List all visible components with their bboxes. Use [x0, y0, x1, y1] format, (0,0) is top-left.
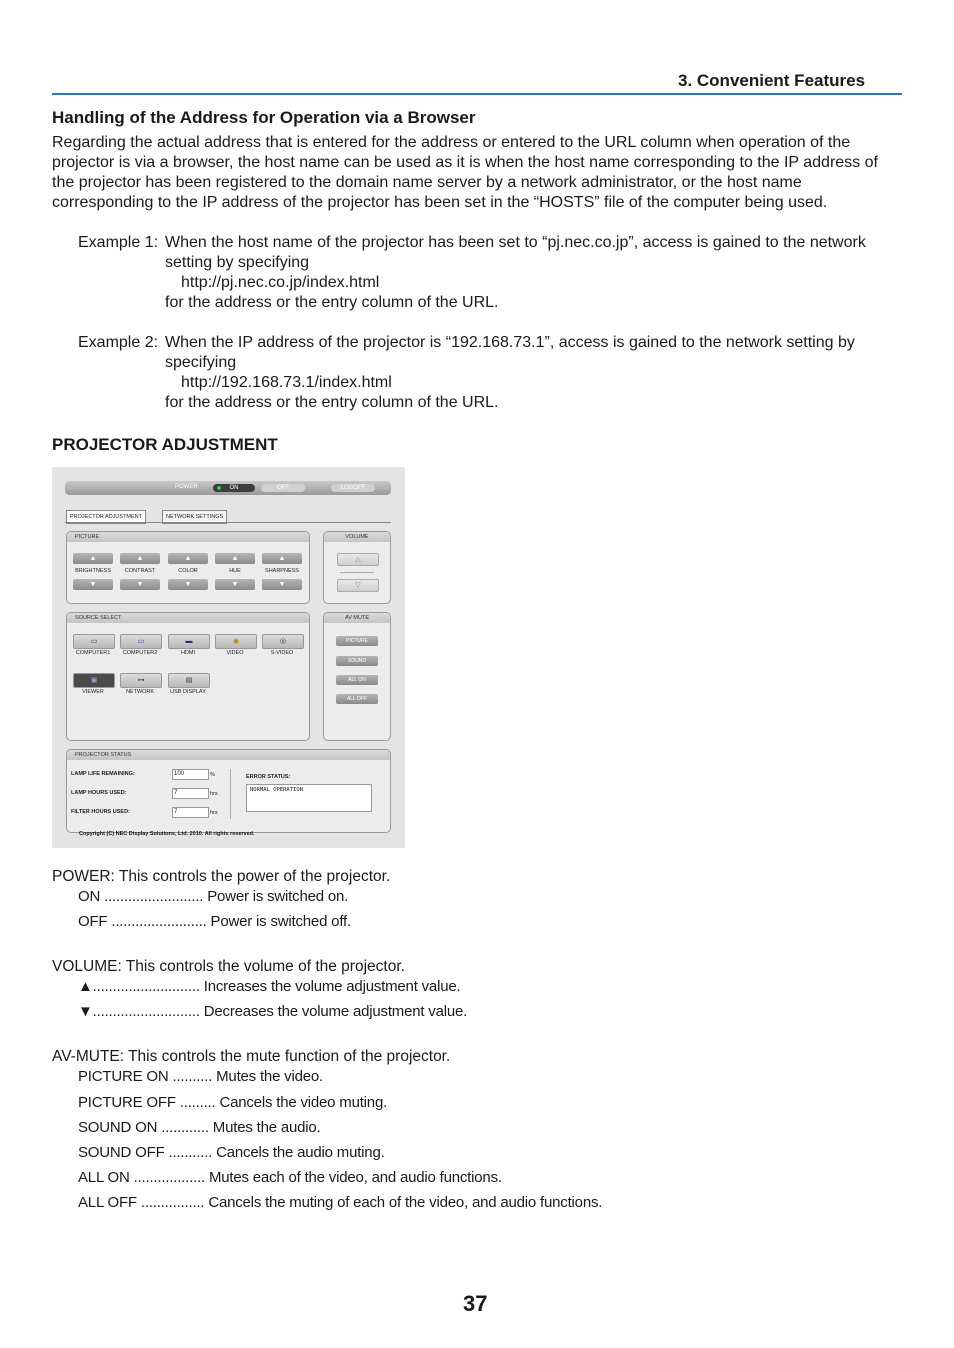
- sharpness-down-button[interactable]: ▼: [262, 579, 302, 590]
- volume-down-row: ▼........................... Decreases the volume adjustment value.: [78, 1003, 468, 1020]
- source-select-group: [66, 612, 310, 741]
- av-mute-picture-button[interactable]: PICTURE: [336, 636, 378, 646]
- contrast-down-button[interactable]: ▼: [120, 579, 160, 590]
- avmute-row: ALL OFF ................ Cancels the muting of each of the video, and audio functions.: [78, 1194, 603, 1211]
- av-mute-group: [323, 612, 391, 741]
- power-label: POWER: [175, 484, 198, 490]
- usb-display-label: USB DISPLAY: [170, 689, 206, 695]
- avmute-row: SOUND ON ............ Mutes the audio.: [78, 1119, 321, 1136]
- example1-url: http://pj.nec.co.jp/index.html: [181, 274, 380, 291]
- filter-hours-field: 7: [172, 807, 209, 818]
- browser-screenshot: [52, 467, 405, 848]
- header-rule: [52, 93, 902, 95]
- video-label: VIDEO: [226, 650, 244, 656]
- video-icon[interactable]: ◉: [215, 634, 257, 649]
- avmute-row: ALL ON .................. Mutes each of the video, and audio functions.: [78, 1169, 502, 1186]
- logoff-button[interactable]: LOGOFF: [331, 484, 375, 492]
- intro-paragraph: Regarding the actual address that is entered for the address or entered to the URL column when operation of the projector is via a browser, the host name can be used as it is when the host name corresponding to the IP address of the projector has been registered to the domain name server by a network administrator, or the host name corresponding to the IP address of the projector has been set in the “HOSTS” file of the computer being used.: [52, 134, 878, 211]
- power-on-row: ON ......................... Power is switched on.: [78, 888, 349, 905]
- error-status-label: ERROR STATUS:: [246, 774, 291, 780]
- volume-group-title: VOLUME: [324, 532, 390, 542]
- picture-group-title: PICTURE: [67, 532, 309, 542]
- example2-line1: When the IP address of the projector is “192.168.73.1”, access is gained to the network setting by: [165, 334, 855, 351]
- tabs-rule: [65, 522, 391, 523]
- power-on-button[interactable]: ON: [213, 484, 255, 492]
- lamp-hours-label: LAMP HOURS USED:: [71, 790, 127, 796]
- volume-heading: VOLUME: This controls the volume of the projector.: [52, 958, 405, 975]
- sharpness-up-button[interactable]: ▲: [262, 553, 302, 564]
- color-up-button[interactable]: ▲: [168, 553, 208, 564]
- sharpness-label: SHARPNESS: [265, 568, 299, 574]
- tab-network-settings[interactable]: NETWORK SETTINGS: [162, 510, 227, 524]
- viewer-icon[interactable]: ▣: [73, 673, 115, 688]
- volume-up-button[interactable]: △: [337, 553, 379, 566]
- color-down-button[interactable]: ▼: [168, 579, 208, 590]
- volume-down-button[interactable]: ▽: [337, 579, 379, 592]
- hue-up-button[interactable]: ▲: [215, 553, 255, 564]
- picture-group: [66, 531, 310, 604]
- computer2-label: COMPUTER2: [122, 650, 158, 656]
- av-mute-title: AV MUTE: [324, 613, 390, 623]
- contrast-up-button[interactable]: ▲: [120, 553, 160, 564]
- brightness-down-button[interactable]: ▼: [73, 579, 113, 590]
- example2-line2: specifying: [165, 354, 237, 371]
- error-status-box: NORMAL OPERATION: [246, 784, 372, 812]
- hdmi-icon[interactable]: ▬: [168, 634, 210, 649]
- example1-line3: for the address or the entry column of the URL.: [165, 294, 499, 311]
- lamp-life-field: 100: [172, 769, 209, 780]
- viewer-label: VIEWER: [82, 689, 104, 695]
- example1-line2: setting by specifying: [165, 254, 310, 271]
- example2-line3: for the address or the entry column of the URL.: [165, 394, 499, 411]
- power-off-button[interactable]: OFF: [261, 484, 305, 492]
- avmute-row: PICTURE OFF ......... Cancels the video muting.: [78, 1094, 388, 1111]
- avmute-row: SOUND OFF ........... Cancels the audio muting.: [78, 1144, 385, 1161]
- computer1-label: COMPUTER1: [75, 650, 111, 656]
- power-indicator-icon: [217, 486, 221, 490]
- volume-group: [323, 531, 391, 604]
- section-title-projector-adjustment: PROJECTOR ADJUSTMENT: [52, 435, 278, 454]
- tab-projector-adjustment[interactable]: PROJECTOR ADJUSTMENT: [66, 510, 146, 524]
- color-label: COLOR: [178, 568, 198, 574]
- power-bar: [65, 481, 391, 495]
- avmute-heading: AV-MUTE: This controls the mute function of the projector.: [52, 1048, 451, 1065]
- av-mute-all-off-button[interactable]: ALL OFF: [336, 694, 378, 704]
- lamp-life-label: LAMP LIFE REMAINING:: [71, 771, 135, 777]
- power-heading: POWER: This controls the power of the projector.: [52, 868, 391, 885]
- lamp-life-unit: %: [210, 772, 215, 778]
- s-video-icon[interactable]: ◎: [262, 634, 304, 649]
- filter-hours-unit: hrs: [210, 810, 218, 816]
- example1-label: Example 1:: [78, 234, 159, 251]
- av-mute-all-on-button[interactable]: ALL ON: [336, 675, 378, 685]
- example2-url: http://192.168.73.1/index.html: [181, 374, 392, 391]
- s-video-label: S-VIDEO: [270, 650, 294, 656]
- avmute-row: PICTURE ON .......... Mutes the video.: [78, 1068, 324, 1085]
- example1-line1: When the host name of the projector has been set to “pj.nec.co.jp”, access is gained to the network: [165, 234, 866, 251]
- computer2-icon[interactable]: ▭: [120, 634, 162, 649]
- network-icon[interactable]: ⊶: [120, 673, 162, 688]
- volume-level-line: [340, 572, 374, 573]
- hdmi-label: HDMI: [180, 650, 196, 656]
- brightness-label: BRIGHTNESS: [75, 568, 111, 574]
- power-off-row: OFF ........................ Power is switched off.: [78, 913, 351, 930]
- contrast-label: CONTRAST: [124, 568, 156, 574]
- copyright: Copyright (C) NEC Display Solutions, Ltd. 2010. All rights reserved.: [79, 831, 255, 837]
- network-label: NETWORK: [125, 689, 155, 695]
- lamp-hours-unit: hrs: [210, 791, 218, 797]
- hue-label: HUE: [229, 568, 241, 574]
- filter-hours-label: FILTER HOURS USED:: [71, 809, 130, 815]
- lamp-hours-field: 7: [172, 788, 209, 799]
- projector-status-title: PROJECTOR STATUS: [67, 750, 390, 760]
- page-number: 37: [463, 1291, 488, 1316]
- volume-up-row: ▲........................... Increases the volume adjustment value.: [78, 978, 461, 995]
- status-divider: [230, 769, 231, 819]
- hue-down-button[interactable]: ▼: [215, 579, 255, 590]
- brightness-up-button[interactable]: ▲: [73, 553, 113, 564]
- section-title-address: Handling of the Address for Operation via a Browser: [52, 108, 476, 127]
- source-select-title: SOURCE SELECT: [67, 613, 309, 623]
- example2-label: Example 2:: [78, 334, 159, 351]
- usb-display-icon[interactable]: ▤: [168, 673, 210, 688]
- chapter-header: 3. Convenient Features: [678, 71, 866, 90]
- computer1-icon[interactable]: ▭: [73, 634, 115, 649]
- av-mute-sound-button[interactable]: SOUND: [336, 656, 378, 666]
